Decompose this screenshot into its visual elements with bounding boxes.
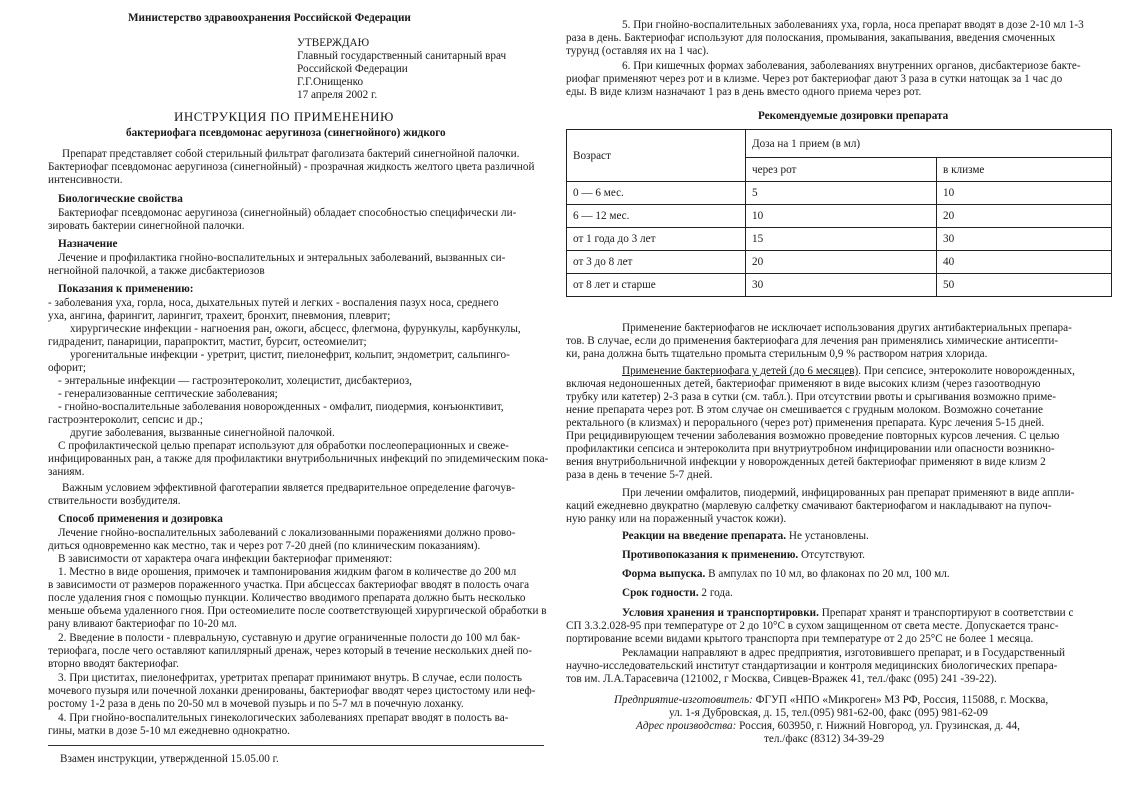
- purpose-line: негнойной палочкой, а также дисбактериозов: [48, 265, 265, 277]
- indication-line: - заболевания уха, горла, носа, дыхательных путей и легких - воспаления пазух носа, среднего: [48, 297, 499, 309]
- age-cell: от 8 лет и старше: [567, 274, 746, 297]
- indication-line: - генерализованные септические заболевания;: [58, 388, 278, 400]
- omphalitis-line: каций ежедневно двукратно (марлевую салфетку смачивают бактериофагом и накладывают на пупоч-: [566, 500, 1052, 512]
- age-cell: от 3 до 8 лет: [567, 251, 746, 274]
- oral-dose-cell: 5: [746, 182, 937, 205]
- children-line: включая недоношенных детей, бактериофаг применяют в виде высоких клизм (через газоотводную: [566, 378, 1041, 390]
- manufacturer-address: ул. 1-я Дубровская, д. 15, тел.(095) 981-62-00, факс (095) 981-62-09: [669, 707, 988, 719]
- replacement-note: Взамен инструкции, утвержденной 15.05.00 г.: [60, 753, 279, 765]
- storage-first-line: [622, 607, 1073, 620]
- form-value: В ампулах по 10 мл, во флаконах по 20 мл, 100 мл.: [705, 568, 950, 580]
- production-label: Адрес производства:: [636, 720, 737, 732]
- indication-line: урогенитальные инфекции - уретрит, цистит, пиелонефрит, кольпит, эндометрит, сальпинго-: [70, 349, 510, 361]
- reactions-value: Не установлены.: [786, 530, 869, 542]
- paragraph-line: ки, рана должна быть тщательно промыта стерильным 0,9 % раствором натрия хлорида.: [566, 348, 988, 360]
- approval-line: Г.Г.Онищенко: [297, 76, 364, 88]
- method-line: Лечение гнойно-воспалительных заболеваний с локализованными поражениями должно прово-: [58, 527, 516, 539]
- paragraph-line: риофаг применяют через рот и в клизме. Через рот бактериофаг дают 3 раза в сутки натощак за 1 час до: [566, 73, 1063, 85]
- footer-divider: [48, 745, 544, 746]
- bio-line: зировать бактерии синегнойной палочки.: [48, 220, 245, 232]
- method-line: в зависимости от размеров пораженного участка. При абсцессах бактериофаг вводят в полость очага: [48, 579, 530, 591]
- prophylaxis-line: С профилактической целью препарат используют для обработки послеоперационных и свеже-: [58, 440, 509, 452]
- manufacturer-label: Предприятие-изготовитель:: [614, 694, 753, 706]
- purpose-line: Лечение и профилактика гнойно-воспалительных и энтеральных заболеваний, вызванных си-: [58, 252, 506, 264]
- method-line: 2. Введение в полости - плевральную, суставную и другие ограниченные полости до 100 мл бак-: [58, 632, 521, 644]
- manufacturer-name: ФГУП «НПО «Микроген» МЗ РФ, Россия, 115088, г. Москва,: [752, 694, 1049, 706]
- approval-line: Российской Федерации: [297, 63, 408, 75]
- header-oral: через рот: [746, 158, 937, 182]
- dosage-table: [566, 129, 1112, 297]
- children-line: профилактики сепсиса и энтероколита при внутриутробном инфицировании или опасности возникно-: [566, 443, 1055, 455]
- claims-line: тов им. Л.А.Тарасевича (121002, г Москва, Сивцев-Вражек 41, тел./факс (095) 241 -39-22).: [566, 673, 997, 685]
- oral-dose-cell: 10: [746, 205, 937, 228]
- indication-line: уха, ангина, фарингит, ларингит, трахеит, бронхит, пневмония, плеврит;: [48, 310, 391, 322]
- shelf-line: [622, 587, 733, 600]
- header-enema: в клизме: [937, 158, 1112, 182]
- oral-dose-cell: 15: [746, 228, 937, 251]
- indication-line: другие заболевания, вызванные синегнойной палочкой.: [70, 427, 335, 439]
- indication-line: - энтеральные инфекции — гастроэнтероколит, холецистит, дисбактериоз,: [58, 375, 412, 387]
- dosage-table-title: Рекомендуемые дозировки препарата: [758, 110, 949, 122]
- approval-line: УТВЕРЖДАЮ: [297, 37, 370, 49]
- prophylaxis-line: инфицированных ран, а также для профилактики внутрибольничных инфекций по эпидемическим пока-: [48, 453, 549, 465]
- omphalitis-line: ную ранку или на пораженный участок кожи).: [566, 513, 787, 525]
- enema-dose-cell: 50: [937, 274, 1112, 297]
- method-line: 1. Местно в виде орошения, примочек и тампонирования жидким фагом в количестве до 200 мл: [58, 566, 517, 578]
- document-subtitle: бактериофага псевдомонас аеругиноза (синегнойного) жидкого: [126, 127, 446, 139]
- paragraph-line: Применение бактериофагов не исключает использования других антибактериальных препара-: [622, 322, 1072, 334]
- intro-line: интенсивности.: [48, 174, 123, 186]
- enema-dose-cell: 30: [937, 228, 1112, 251]
- indication-line: - гнойно-воспалительные заболевания новорожденных - омфалит, пиодермия, конъюнктивит,: [58, 401, 504, 413]
- reactions-line: [622, 530, 869, 543]
- storage-label: Условия хранения и транспортировки.: [622, 607, 819, 619]
- paragraph-line: еды. В виде клизм назначают 1 раз в день вместо одного приема через рот.: [566, 86, 922, 98]
- oral-dose-cell: 30: [746, 274, 937, 297]
- age-cell: 0 — 6 мес.: [567, 182, 746, 205]
- children-line: раза в день в течение 5-7 дней.: [566, 469, 713, 481]
- paragraph-line: тов. В случае, если до применения бактериофага для лечения ран применялись химические антисепти-: [566, 335, 1059, 347]
- enema-dose-cell: 20: [937, 205, 1112, 228]
- age-cell: от 1 года до 3 лет: [567, 228, 746, 251]
- paragraph-line: раза в день. Бактериофаг используют для полоскания, промывания, закапывания, введения смоченных: [566, 32, 1056, 44]
- enema-dose-cell: 40: [937, 251, 1112, 274]
- indication-line: гидраденит, панариции, парапроктит, мастит, бурсит, остеомиелит;: [48, 336, 367, 348]
- children-line: вения внутрибольничной инфекции у новорожденных детей бактериофаг применяют в виде клизм 2: [566, 456, 1046, 468]
- header-dose: Доза на 1 прием (в мл): [746, 130, 1112, 158]
- paragraph-line: 5. При гнойно-воспалительных заболеваниях уха, горла, носа препарат вводят в дозе 2-10 мл 1-3: [622, 19, 1084, 31]
- reactions-label: Реакции на введение препарата.: [622, 530, 787, 542]
- document-title: ИНСТРУКЦИЯ ПО ПРИМЕНЕНИЮ: [174, 109, 394, 124]
- production-phone: тел./факс (8312) 34-39-29: [764, 733, 885, 745]
- indication-line: хирургические инфекции - нагноения ран, ожоги, абсцесс, флегмона, фурункулы, карбункулы,: [70, 323, 521, 335]
- section-heading-purpose: Назначение: [58, 238, 118, 250]
- children-first-rest: . При сепсисе, энтероколите новорожденных,: [858, 365, 1075, 377]
- section-heading-indications: Показания к применению:: [58, 283, 194, 295]
- contra-line: [622, 549, 865, 562]
- approval-line: Главный государственный санитарный врач: [297, 50, 507, 62]
- storage-line: СП 3.3.2.028-95 при температуре от 2 до 10°С в сухом защищенном от света месте. Допускается транс-: [566, 620, 1059, 632]
- production-line: [636, 720, 1020, 733]
- children-line: ректального (в клизмах) и перорального (через рот) применения препарата. Курс лечения 5-15 дней.: [566, 417, 1045, 429]
- claims-line: Рекламации направляют в адрес предприятия, изготовившего препарат, и в Государственный: [622, 647, 1066, 659]
- age-cell: 6 — 12 мес.: [567, 205, 746, 228]
- method-line: рану вливают бактериофаг по 10-20 мл.: [48, 618, 237, 630]
- method-line: вторно вводят бактериофаг.: [48, 658, 179, 670]
- form-label: Форма выпуска.: [622, 568, 706, 580]
- method-line: 3. При циститах, пиелонефритах, уретритах препарат принимают внутрь. В случае, если полость: [58, 672, 523, 684]
- section-heading-bio: Биологические свойства: [58, 193, 183, 205]
- method-line: мочевого пузыря или почечной лоханки дренированы, бактериофаг вводят через цистостому или неф-: [48, 685, 536, 697]
- enema-dose-cell: 10: [937, 182, 1112, 205]
- contra-value: Отсутствуют.: [798, 549, 865, 561]
- table-row: [567, 274, 1112, 297]
- production-address: Россия, 603950, г. Нижний Новгород, ул. Грузинская, д. 44,: [736, 720, 1020, 732]
- sensitivity-line: ствительности возбудителя.: [48, 495, 181, 507]
- table-row: [567, 205, 1112, 228]
- method-line: 4. При гнойно-воспалительных гинекологических заболеваниях препарат вводят в полость ва-: [58, 712, 509, 724]
- table-header-row: [567, 130, 1112, 158]
- paragraph-line: 6. При кишечных формах заболевания, заболеваниях внутренних органов, дисбактериозе бакте-: [622, 60, 1081, 72]
- indication-line: гастроэнтероколит, сепсис и др.;: [48, 414, 203, 426]
- method-line: В зависимости от характера очага инфекции бактериофаг применяют:: [58, 553, 393, 565]
- form-line: [622, 568, 950, 581]
- storage-line: портирование всеми видами крытого транспорта при температуре от 2 до 25°С не более 1 месяца.: [566, 633, 1034, 645]
- shelf-value: 2 года.: [698, 587, 733, 599]
- method-line: после удаления гноя с помощью пункции. Количество вводимого препарата должно быть несколько: [48, 592, 526, 604]
- method-line: диться одновременно как местно, так и через рот 7-20 дней (по клиническим показаниям).: [48, 540, 481, 552]
- children-line: При рецидивирующем течении заболевания возможно проведение повторных курсов лечения. С целью: [566, 430, 1060, 442]
- children-line: трубку или катетер) 2-3 раза в сутки (см. табл.). При отсутствии рвоты и срыгивания возможно приме-: [566, 391, 1056, 403]
- storage-first-rest: Препарат хранят и транспортируют в соответствии с: [818, 607, 1074, 619]
- claims-line: научно-исследовательский институт стандартизации и контроля медицинских биологических препара-: [566, 660, 1058, 672]
- table-row: [567, 182, 1112, 205]
- bio-line: Бактериофаг псевдомонас аеругиноза (синегнойный) обладает способностью специфически ли-: [58, 207, 517, 219]
- method-line: ростому 1-2 раза в день по 20-50 мл в мочевой пузырь и по 5-7 мл в почечную лоханку.: [48, 698, 464, 710]
- omphalitis-line: При лечении омфалитов, пиодермий, инфицированных ран препарат применяют в виде аппли-: [622, 487, 1075, 499]
- paragraph-line: турунд (оставляя их на 1 час).: [566, 45, 709, 57]
- indication-line: офорит;: [48, 362, 87, 374]
- oral-dose-cell: 20: [746, 251, 937, 274]
- header-age: Возраст: [567, 130, 746, 182]
- sensitivity-line: Важным условием эффективной фаготерапии является предварительное определение фагочув-: [62, 482, 516, 494]
- table-row: [567, 228, 1112, 251]
- intro-line: Бактериофаг псевдомонас аеругиноза (синегнойный) - прозрачная жидкость желтого цвета различной: [48, 161, 535, 173]
- prophylaxis-line: заниям.: [48, 466, 85, 478]
- method-line: меньше объема удаленного гноя. При остеомиелите после соответствующей хирургической обработки в: [48, 605, 547, 617]
- method-line: гины, матки в дозе 5-10 мл ежедневно однократно.: [48, 725, 290, 737]
- section-heading-method: Способ применения и дозировка: [58, 513, 223, 525]
- approval-line: 17 апреля 2002 г.: [297, 89, 378, 101]
- ministry-header: Министерство здравоохранения Российской Федерации: [128, 12, 411, 24]
- children-line: нение препарата через рот. В этом случае он смешивается с грудным молоком. Возможно сочетание: [566, 404, 1043, 416]
- method-line: териофага, после чего оставляют капиллярный дренаж, через который в течение нескольких дней по-: [48, 645, 532, 657]
- children-first-line: [622, 365, 1075, 378]
- shelf-label: Срок годности.: [622, 587, 699, 599]
- children-heading: Применение бактериофага у детей (до 6 месяцев): [622, 365, 859, 377]
- contra-label: Противопоказания к применению.: [622, 549, 799, 561]
- manufacturer-line: [614, 694, 1048, 707]
- intro-line: Препарат представляет собой стерильный фильтрат фаголизата бактерий синегнойной палочки.: [62, 148, 520, 160]
- table-row: [567, 251, 1112, 274]
